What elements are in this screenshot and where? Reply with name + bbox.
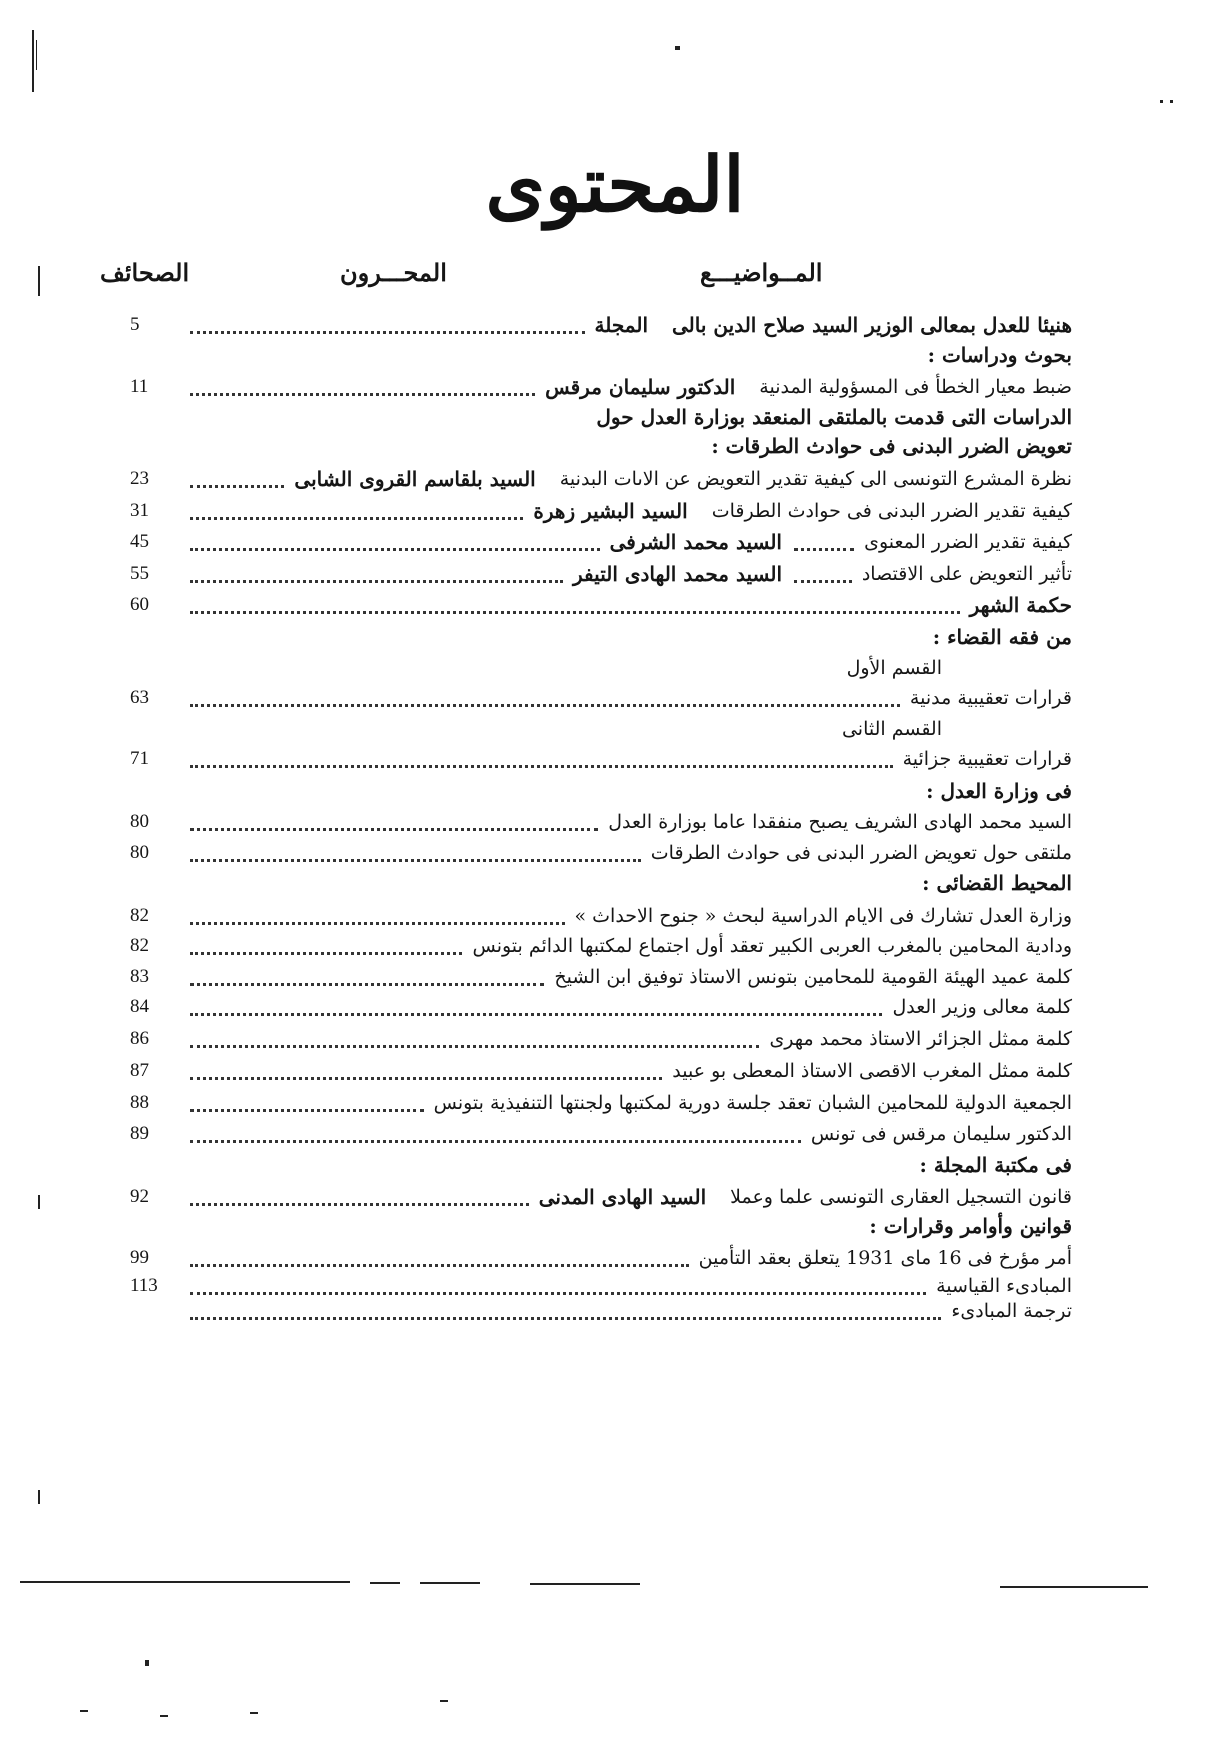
toc-entry: [130, 1183, 1072, 1211]
toc-entry: [130, 715, 1072, 743]
toc-page-number: 80: [130, 811, 149, 832]
toc-entry: [130, 497, 1072, 525]
toc-topic: تعويض الضرر البدنى فى حوادث الطرقات :: [711, 434, 1072, 458]
toc-topic: كيفية تقدير الضرر البدنى فى حوادث الطرقات: [712, 497, 1072, 525]
toc-author: السيد بلقاسم القروى الشابى: [294, 467, 536, 491]
toc-page-number: 80: [130, 842, 149, 863]
toc-page-number: 11: [130, 376, 149, 397]
toc-entry: [130, 745, 1072, 773]
toc-topic: ترجمة المبادىء: [951, 1297, 1072, 1325]
toc-entry: [130, 623, 1072, 651]
toc-topic: المبادىء القياسية: [936, 1272, 1072, 1300]
toc-entry: [130, 1212, 1072, 1240]
toc-entry: [130, 1057, 1072, 1085]
scan-mark: [160, 1715, 168, 1717]
toc-topic: المحيط القضائى :: [922, 871, 1072, 895]
leader-dots: [190, 922, 565, 925]
leader-dots: [190, 1292, 926, 1295]
toc-entry: [130, 993, 1072, 1021]
leader-dots: [190, 1140, 801, 1143]
toc-topic: فى مكتبة المجلة :: [919, 1153, 1072, 1177]
leader-dots: [190, 1317, 941, 1320]
column-header-topics: المــواضيـــع: [700, 258, 823, 287]
toc-entry: [130, 1089, 1072, 1117]
toc-topic: تأثير التعويض على الاقتصاد: [862, 560, 1072, 588]
toc-entry: [130, 684, 1072, 712]
toc-author: السيد البشير زهرة: [533, 499, 688, 523]
toc-page-number: 55: [130, 563, 149, 584]
toc-entry: [130, 1244, 1072, 1272]
toc-author: الدكتور سليمان مرقس: [545, 375, 736, 399]
toc-page-number: 92: [130, 1186, 149, 1207]
toc-topic: الجمعية الدولية للمحامين الشبان تعقد جلسة دورية لمكتبها ولجنتها التنفيذية بتونس: [434, 1089, 1072, 1117]
toc-entry: [130, 1272, 1072, 1300]
toc-topic: ضبط معيار الخطأ فى المسؤولية المدنية: [759, 373, 1072, 401]
toc-entry: [130, 465, 1072, 493]
leader-dots: [190, 580, 563, 583]
leader-dots: [794, 548, 854, 551]
toc-author: السيد محمد الهادى التيفر: [573, 562, 782, 586]
toc-page-number: 113: [130, 1275, 158, 1296]
toc-entry: [130, 1151, 1072, 1179]
toc-page-number: 88: [130, 1092, 149, 1113]
toc-entry: [130, 839, 1072, 867]
scan-mark: [675, 46, 680, 50]
scan-rule: [1000, 1586, 1148, 1588]
scan-rule: [530, 1583, 640, 1585]
scan-mark: [145, 1660, 149, 1666]
toc-topic: وزارة العدل تشارك فى الايام الدراسية لبحث « جنوح الاحداث »: [575, 902, 1073, 930]
scan-rule: [370, 1582, 400, 1584]
scan-mark: [250, 1712, 258, 1714]
toc-entry: [130, 808, 1072, 836]
leader-dots: [190, 828, 598, 831]
toc-author: السيد الهادى المدنى: [538, 1185, 707, 1209]
toc-page-number: 71: [130, 748, 149, 769]
leader-dots: [190, 704, 900, 707]
toc-page-number: 31: [130, 500, 149, 521]
scan-rule: [20, 1581, 350, 1583]
toc-topic: الدراسات التى قدمت بالملتقى المنعقد بوزارة العدل حول: [596, 405, 1072, 429]
toc-page-number: 83: [130, 966, 149, 987]
toc-topic: القسم الأول: [847, 654, 942, 682]
leader-dots: [190, 548, 600, 551]
toc-topic: القسم الثانى: [842, 715, 942, 743]
toc-topic: حكمة الشهر: [969, 593, 1072, 617]
toc-topic: قوانين وأوامر وقرارات :: [869, 1214, 1072, 1238]
toc-topic: هنيئا للعدل بمعالى الوزير السيد صلاح الدين بالى: [672, 313, 1072, 337]
toc-topic: أمر مؤرخ فى 16 ماى 1931 يتعلق بعقد التأمين: [699, 1244, 1072, 1272]
leader-dots: [190, 983, 544, 986]
toc-page-number: 45: [130, 531, 149, 552]
toc-page-number: 82: [130, 905, 149, 926]
toc-entry: [130, 341, 1072, 369]
toc-topic: فى وزارة العدل :: [926, 779, 1072, 803]
page-title: المحتوى: [485, 140, 745, 229]
leader-dots: [190, 952, 462, 955]
toc-topic: قانون التسجيل العقارى التونسى علما وعملا: [730, 1183, 1072, 1211]
toc-entry: [130, 403, 1072, 431]
toc-page-number: 84: [130, 996, 149, 1017]
toc-entry: [130, 432, 1072, 460]
toc-page-number: 89: [130, 1123, 149, 1144]
toc-page-number: 60: [130, 594, 149, 615]
leader-dots: [190, 331, 585, 334]
scan-mark: [32, 30, 34, 92]
toc-topic: السيد محمد الهادى الشريف يصبح منفقدا عاما بوزارة العدل: [608, 808, 1072, 836]
toc-topic: كلمة ممثل الجزائر الاستاذ محمد مهرى: [769, 1025, 1072, 1053]
toc-page-number: 23: [130, 468, 149, 489]
leader-dots: [190, 1077, 662, 1080]
leader-dots: [190, 1045, 759, 1048]
toc-entry: [130, 373, 1072, 401]
column-header-pages: الصحائف: [100, 258, 190, 287]
leader-dots: [794, 580, 852, 583]
toc-topic: قرارات تعقيبية جزائية: [903, 745, 1072, 773]
toc-page-number: 82: [130, 935, 149, 956]
toc-topic: كلمة عميد الهيئة القومية للمحامين بتونس الاستاذ توفيق ابن الشيخ: [554, 963, 1072, 991]
toc-entry: [130, 1120, 1072, 1148]
scan-mark: [38, 1490, 40, 1504]
toc-entry: [130, 560, 1072, 588]
leader-dots: [190, 1013, 882, 1016]
leader-dots: [190, 765, 893, 768]
column-header-editors: المحـــرون: [340, 258, 447, 287]
leader-dots: [190, 485, 284, 488]
toc-topic: الدكتور سليمان مرقس فى تونس: [811, 1120, 1072, 1148]
leader-dots: [190, 393, 535, 396]
scan-mark: [36, 40, 37, 70]
toc-topic: قرارات تعقيبية مدنية: [910, 684, 1072, 712]
toc-page-number: 5: [130, 314, 140, 335]
scan-mark: [1170, 100, 1173, 103]
scan-mark: [38, 266, 40, 296]
toc-entry: [130, 528, 1072, 556]
toc-page-number: 63: [130, 687, 149, 708]
toc-entry: [130, 869, 1072, 897]
scan-mark: [38, 1195, 40, 1209]
scan-mark: [440, 1700, 448, 1702]
toc-page-number: 87: [130, 1060, 149, 1081]
toc-topic: كيفية تقدير الضرر المعنوى: [864, 528, 1072, 556]
toc-topic: ودادية المحامين بالمغرب العربى الكبير تعقد أول اجتماع لمكتبها الدائم بتونس: [472, 932, 1072, 960]
toc-entry: [130, 1297, 1072, 1325]
leader-dots: [190, 1203, 529, 1206]
leader-dots: [190, 517, 523, 520]
toc-topic: ملتقى حول تعويض الضرر البدنى فى حوادث الطرقات: [651, 839, 1072, 867]
toc-entry: [130, 1025, 1072, 1053]
scan-mark: [1160, 100, 1163, 103]
toc-topic: كلمة ممثل المغرب الاقصى الاستاذ المعطى بو عبيد: [672, 1057, 1072, 1085]
toc-entry: [130, 654, 1072, 682]
leader-dots: [190, 859, 641, 862]
toc-page-number: 99: [130, 1247, 149, 1268]
toc-entry: [130, 591, 1072, 619]
toc-entry: [130, 963, 1072, 991]
toc-topic: من فقه القضاء :: [932, 625, 1072, 649]
toc-author: السيد محمد الشرفى: [609, 530, 782, 554]
toc-author: المجلة: [594, 313, 649, 337]
toc-page-number: 86: [130, 1028, 149, 1049]
toc-topic: كلمة معالى وزير العدل: [892, 993, 1072, 1021]
toc-entry: [130, 311, 1072, 339]
toc-entry: [130, 932, 1072, 960]
leader-dots: [190, 1109, 424, 1112]
toc-topic: بحوث ودراسات :: [927, 343, 1072, 367]
toc-entry: [130, 777, 1072, 805]
toc-topic: نظرة المشرع التونسى الى كيفية تقدير التعويض عن الاىات البدنية: [560, 465, 1072, 493]
leader-dots: [190, 611, 960, 614]
scan-rule: [420, 1582, 480, 1584]
scan-mark: [80, 1710, 88, 1712]
toc-entry: [130, 902, 1072, 930]
leader-dots: [190, 1264, 689, 1267]
